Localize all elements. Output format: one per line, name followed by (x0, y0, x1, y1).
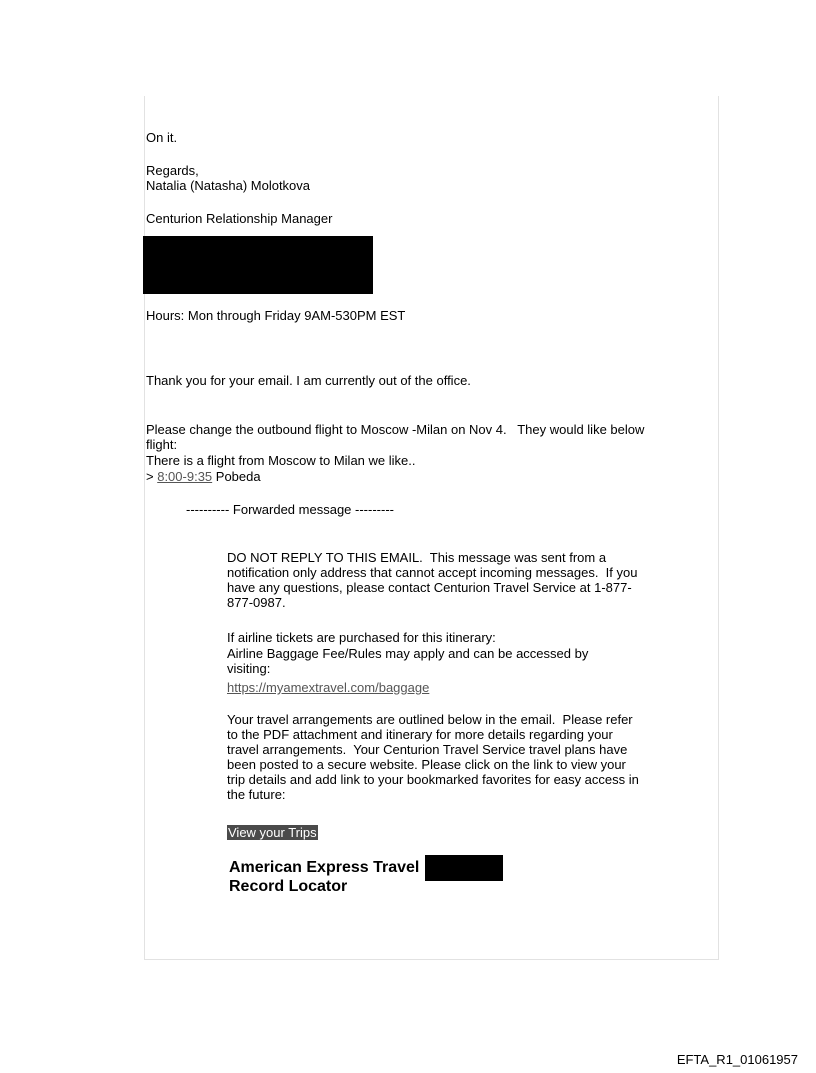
record-locator-redaction (425, 855, 503, 881)
baggage-link[interactable]: https://myamextravel.com/baggage (227, 680, 430, 695)
flight-time-link[interactable]: 8:00-9:35 (157, 469, 213, 484)
view-trips-button[interactable]: View your Trips (228, 825, 317, 840)
signature-regards: Regards, (146, 163, 199, 178)
flight-airline: Pobeda (212, 469, 261, 484)
do-not-reply-notice: DO NOT REPLY TO THIS EMAIL. This message was sent from a notification only address that cannot accept incoming messages. If you have any questions, please contact Centurion Travel Service at 1-877-877-0987. (227, 550, 642, 610)
forwarded-header: ---------- Forwarded message --------- (186, 502, 394, 517)
out-of-office-message: Thank you for your email. I am currently out of the office. (146, 373, 471, 388)
redaction-block (143, 236, 373, 294)
document-id: EFTA_R1_01061957 (676, 1052, 798, 1067)
flight-line (146, 469, 261, 484)
signature-name: Natalia (Natasha) Molotkova (146, 178, 311, 193)
reply-line: On it. (146, 130, 178, 145)
baggage-intro: If airline tickets are purchased for this itinerary: (227, 630, 496, 645)
baggage-text: Airline Baggage Fee/Rules may apply and can be accessed by visiting: (227, 646, 592, 676)
record-locator-label-2: Record Locator (229, 878, 348, 895)
signature-title: Centurion Relationship Manager (146, 211, 333, 226)
signature-hours: Hours: Mon through Friday 9AM-530PM EST (146, 308, 406, 323)
baggage-link-line (227, 680, 429, 695)
request-line-1: Please change the outbound flight to Moscow -Milan on Nov 4. They would like below (146, 422, 645, 437)
request-line-2: flight: (146, 437, 178, 452)
record-locator-label-1: American Express Travel (229, 859, 420, 876)
flight-prefix: > (146, 469, 158, 484)
arrangements-text: Your travel arrangements are outlined below in the email. Please refer to the PDF attachment and itinerary for more details regarding your travel arrangements. Your Centurion Travel Service travel plans have been posted to a secure website. Please click on the link to view your trip details and add link to your bookmarked favorites for easy access in the future: (227, 712, 643, 802)
request-line-3: There is a flight from Moscow to Milan we like.. (146, 453, 416, 468)
